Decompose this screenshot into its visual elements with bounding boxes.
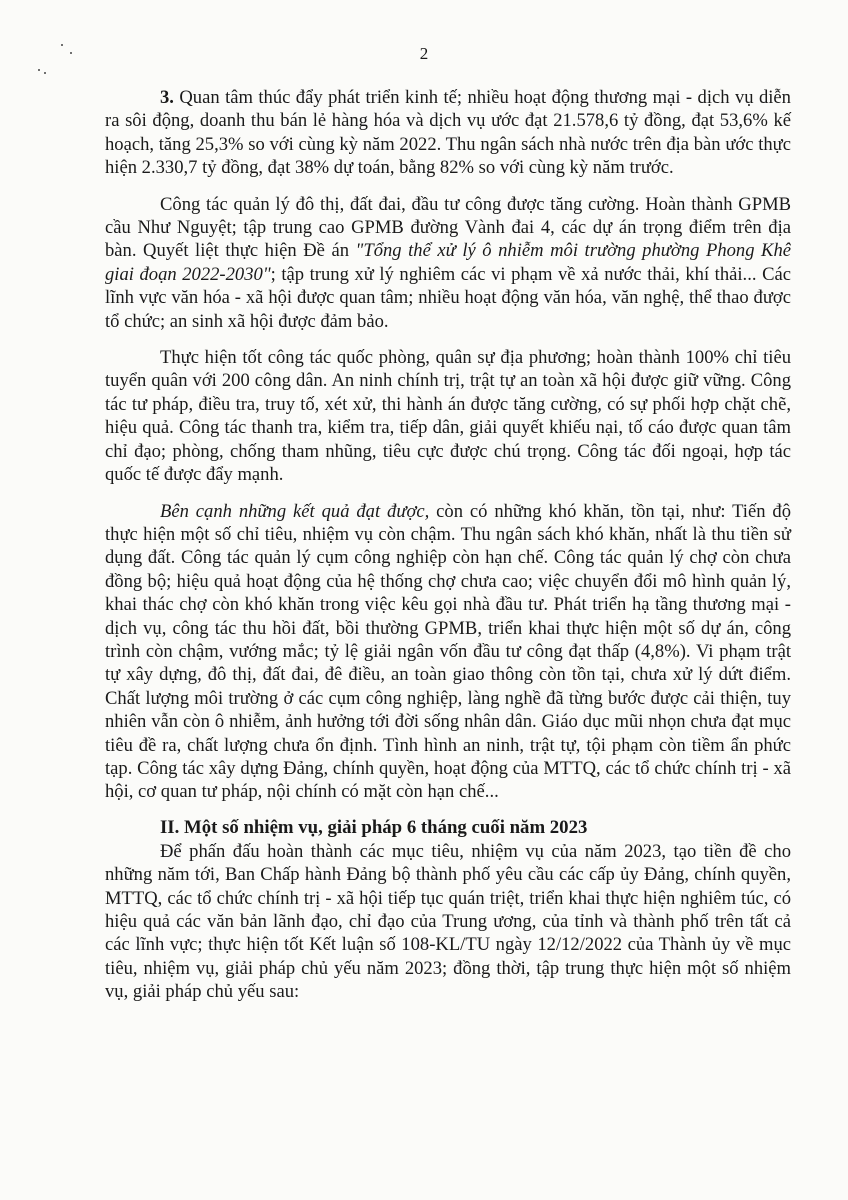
paragraph-tasks: [105, 840, 791, 1004]
scan-speck: [44, 72, 46, 74]
paragraph-defense: [105, 346, 791, 486]
paragraph-text: ; tập trung xử lý nghiêm các vi phạm về xả nước thải, khí thải... Các lĩnh vực văn hóa - xã hội được quan tâm; nhiều hoạt động văn hóa, văn nghệ, thể thao được tổ chức; an sinh xã hội được đảm bảo.: [105, 263, 791, 332]
project-title: "Tổng thể xử lý ô nhiễm môi trường phường Phong Khê giai đoạn 2022-2030": [105, 240, 791, 285]
italic-lead: Bên cạnh những kết quả đạt được,: [160, 500, 430, 522]
paragraph-text: Thực hiện tốt công tác quốc phòng, quân sự địa phương; hoàn thành 100% chỉ tiêu tuyển quân với 200 công dân. An ninh chính trị, trật tự an toàn xã hội được giữ vững. Công tác tư pháp, điều tra, truy tố, xét xử, thi hành án được tăng cường, có sự phối hợp chặt chẽ, hiệu quả. Công tác thanh tra, kiểm tra, tiếp dân, giải quyết khiếu nại, tố cáo được quan tâm chỉ đạo; phòng, chống tham nhũng, tiêu cực được chú trọng. Công tác đối ngoại, hợp tác quốc tế được đẩy mạnh.: [105, 347, 791, 486]
item-number: 3.: [160, 87, 174, 108]
paragraph-text: còn có những khó khăn, tồn tại, như: Tiến độ thực hiện một số chỉ tiêu, nhiệm vụ còn chậm. Thu ngân sách khó khăn, nhất là thu tiền sử dụng đất. Công tác quản lý cụm công nghiệp còn hạn chế. Công tác quản lý chợ còn chưa đồng bộ; hiệu quả hoạt động của hệ thống chợ chưa cao; việc chuyển đổi mô hình quản lý, khai thác chợ còn khó khăn trong việc kêu gọi nhà đầu tư. Phát triển hạ tầng thương mại - dịch vụ, công tác thu hồi đất, bồi thường GPMB, triển khai thực hiện một số dự án, công trình còn chậm, vướng mắc; tỷ lệ giải ngân vốn đầu tư công đạt thấp (4,8%). Vi phạm trật tự xây dựng, đô thị, đất đai, đê điều, an toàn giao thông còn tồn tại, chưa xử lý dứt điểm. Chất lượng môi trường ở các cụm công nghiệp, làng nghề đã từng bước được cải thiện, tuy nhiên vẫn còn ô nhiễm, ảnh hưởng tới đời sống nhân dân. Giáo dục mũi nhọn chưa đạt mục tiêu đề ra, chất lượng chưa ổn định. Tình hình an ninh, trật tự, tội phạm còn tiềm ẩn phức tạp. Công tác xây dựng Đảng, chính quyền, hoạt động của MTTQ, các tổ chức chính trị - xã hội, cơ quan tư pháp, nội chính có mặt còn hạn chế...: [105, 500, 791, 803]
paragraph-difficulties: [105, 500, 791, 804]
paragraph-text: Quan tâm thúc đẩy phát triển kinh tế; nhiều hoạt động thương mại - dịch vụ diễn ra sôi động, doanh thu bán lẻ hàng hóa và dịch vụ ước đạt 21.578,6 tỷ đồng, đạt 53,6% kế hoạch, tăng 25,3% so với cùng kỳ năm 2022. Thu ngân sách nhà nước trên địa bàn ước thực hiện 2.330,7 tỷ đồng, đạt 38% dự toán, bằng 82% so với cùng kỳ năm trước.: [105, 87, 791, 179]
paragraph-text: Công tác quản lý đô thị, đất đai, đầu tư công được tăng cường. Hoàn thành GPMB cầu Như Nguyệt; tập trung cao GPMB đường Vành đai 4, các dự án trọng điểm trên địa bàn. Quyết liệt thực hiện Đề án: [105, 193, 791, 262]
paragraph-text: Để phấn đấu hoàn thành các mục tiêu, nhiệm vụ của năm 2023, tạo tiền đề cho những năm tới, Ban Chấp hành Đảng bộ thành phố yêu cầu các cấp ủy Đảng, chính quyền, MTTQ, các tổ chức chính trị - xã hội tiếp tục quán triệt, triển khai thực hiện nghiêm túc, có hiệu quả các văn bản lãnh đạo, chỉ đạo của Trung ương, của tỉnh và thành phố trên tất cả các lĩnh vực; thực hiện tốt Kết luận số 108-KL/TU ngày 12/12/2022 của Thành ủy về mục tiêu, nhiệm vụ, giải pháp chủ yếu năm 2023; đồng thời, tập trung thực hiện một số nhiệm vụ, giải pháp chủ yếu sau:: [105, 840, 791, 1003]
document-body: [105, 86, 791, 1004]
page-number: 2: [419, 44, 429, 63]
paragraph-economy: [105, 86, 791, 180]
scan-speck: [38, 69, 40, 71]
section-heading: II. Một số nhiệm vụ, giải pháp 6 tháng cuối năm 2023: [160, 816, 588, 838]
paragraph-urban-management: [105, 193, 791, 333]
